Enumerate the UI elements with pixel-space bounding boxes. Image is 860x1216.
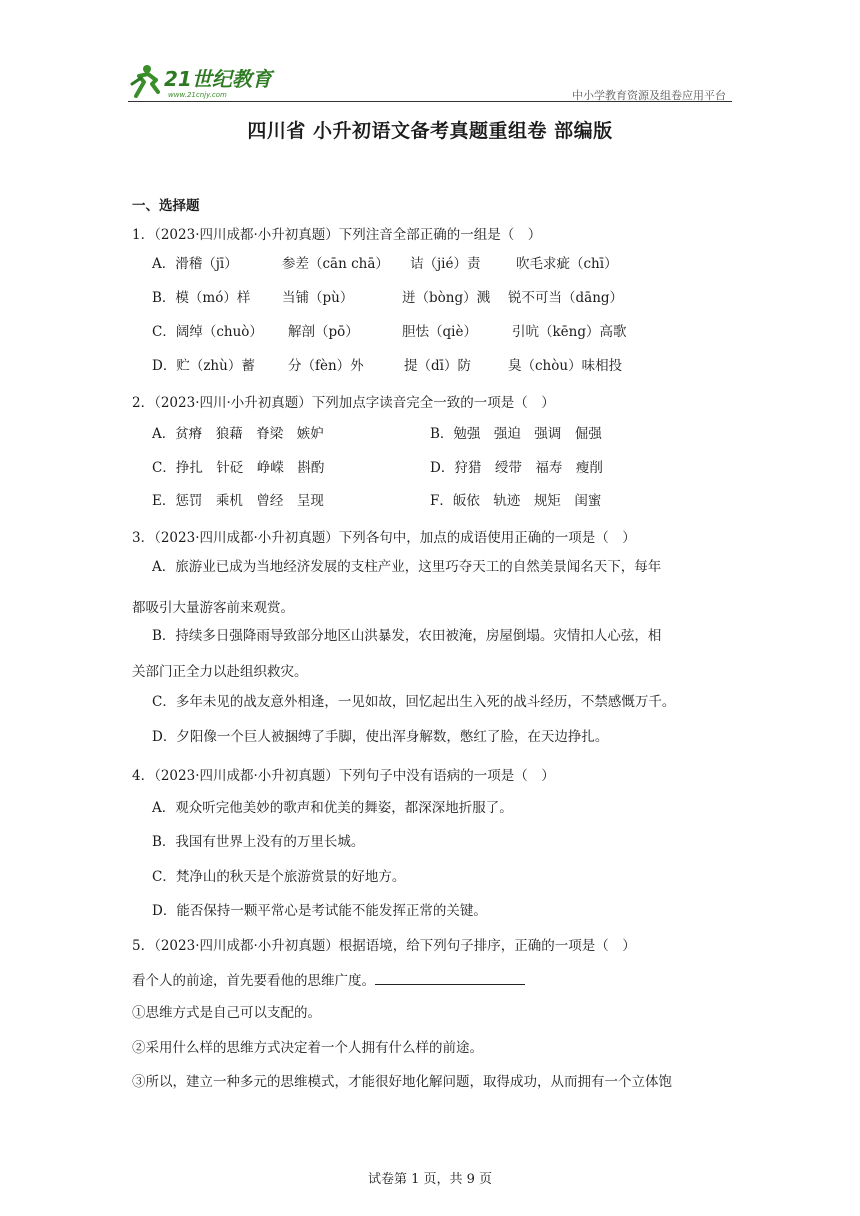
q1-option-b-1: B．模（mó）样 bbox=[152, 290, 251, 306]
q1-option-b-2: 当铺（pù） bbox=[282, 290, 354, 306]
q2-option-b: B．勉强 强迫 强调 倔强 bbox=[430, 426, 602, 442]
q1-option-b-3: 迸（bòng）溅 bbox=[402, 290, 491, 306]
q3-option-d: D．夕阳像一个巨人被捆缚了手脚，使出浑身解数，憋红了脸，在天边挣扎。 bbox=[152, 729, 609, 745]
q2-option-e: E．惩罚 乘机 曾经 呈现 bbox=[152, 493, 324, 509]
q2-option-f: F．皈依 轨迹 规矩 闺蜜 bbox=[430, 493, 602, 509]
q4-option-a: A．观众听完他美妙的歌声和优美的舞姿，都深深地折服了。 bbox=[152, 800, 513, 816]
q1-option-a-1: A．滑稽（jī） bbox=[152, 256, 238, 272]
q5-lead-sentence bbox=[132, 970, 525, 990]
page-footer: 试卷第 1 页，共 9 页 bbox=[367, 1172, 493, 1187]
site-logo bbox=[128, 62, 278, 100]
section-heading: 一、选择题 bbox=[132, 198, 200, 214]
q1-option-c-3: 胆怯（qiè） bbox=[402, 324, 477, 340]
logo-text: 21世纪教育 bbox=[164, 67, 272, 91]
q3-option-a-line2: 都吸引大量游客前来观赏。 bbox=[132, 600, 294, 616]
page-title: 四川省 小升初语文备考真题重组卷 部编版 bbox=[247, 120, 613, 142]
q1-option-c-2: 解剖（pō） bbox=[288, 324, 359, 340]
q1-option-d-3: 提（dī）防 bbox=[404, 358, 471, 374]
q1-option-a-4: 吹毛求疵（chī） bbox=[516, 256, 618, 272]
page-header bbox=[128, 62, 732, 102]
q1-option-b-4: 锐不可当（dāng） bbox=[508, 290, 624, 306]
question-2-stem: 2．（2023·四川·小升初真题）下列加点字读音完全一致的一项是（ ） bbox=[132, 395, 555, 411]
question-4-stem: 4．（2023·四川成都·小升初真题）下列句子中没有语病的一项是（ ） bbox=[132, 768, 555, 784]
q4-option-d: D．能否保持一颗平常心是考试能不能发挥正常的关键。 bbox=[152, 903, 487, 919]
q1-option-d-1: D．贮（zhù）蓄 bbox=[152, 358, 255, 374]
q1-option-a-2: 参差（cān chā） bbox=[282, 256, 389, 272]
q5-sentence-3: ③所以，建立一种多元的思维模式，才能很好地化解问题，取得成功，从而拥有一个立体饱 bbox=[132, 1074, 672, 1090]
question-5-stem: 5．（2023·四川成都·小升初真题）根据语境，给下列句子排序，正确的一项是（ ） bbox=[132, 938, 636, 954]
question-3-stem: 3．（2023·四川成都·小升初真题）下列各句中，加点的成语使用正确的一项是（ ） bbox=[132, 530, 636, 546]
q2-option-d: D．狩猎 绶带 福寿 瘦削 bbox=[430, 460, 603, 476]
logo-url: www.21cnjy.com bbox=[168, 91, 227, 99]
platform-tagline: 中小学教育资源及组卷应用平台 bbox=[572, 89, 726, 102]
q1-option-c-4: 引吭（kēng）高歌 bbox=[512, 324, 627, 340]
q4-option-c: C．梵净山的秋天是个旅游赏景的好地方。 bbox=[152, 869, 406, 885]
q1-option-a-3: 诘（jié）责 bbox=[410, 256, 481, 272]
question-1-stem: 1．（2023·四川成都·小升初真题）下列注音全部正确的一组是（ ） bbox=[132, 227, 542, 243]
q3-option-a-line1: A．旅游业已成为当地经济发展的支柱产业，这里巧夺天工的自然美景闻名天下，每年 bbox=[152, 559, 662, 575]
q5-sentence-1: ①思维方式是自己可以支配的。 bbox=[132, 1005, 321, 1021]
q3-option-b-line2: 关部门正全力以赴组织救灾。 bbox=[132, 664, 308, 680]
q1-option-d-2: 分（fèn）外 bbox=[288, 358, 364, 374]
q3-option-c: C．多年未见的战友意外相逢，一见如故，回忆起出生入死的战斗经历，不禁感慨万千。 bbox=[152, 694, 676, 710]
q5-lead-text: 看个人的前途，首先要看他的思维广度。 bbox=[132, 973, 375, 989]
q1-option-d-4: 臭（chòu）味相投 bbox=[508, 358, 623, 374]
q5-sentence-2: ②采用什么样的思维方式决定着一个人拥有什么样的前途。 bbox=[132, 1040, 483, 1056]
header-divider bbox=[128, 101, 732, 102]
q4-option-b: B．我国有世界上没有的万里长城。 bbox=[152, 834, 365, 850]
answer-blank bbox=[375, 970, 525, 985]
q3-option-b-line1: B．持续多日强降雨导致部分地区山洪暴发，农田被淹，房屋倒塌。灾情扣人心弦，相 bbox=[152, 628, 662, 644]
q2-option-a: A．贫瘠 狼藉 脊梁 嫉妒 bbox=[152, 426, 324, 442]
q1-option-c-1: C．阔绰（chuò） bbox=[152, 324, 263, 340]
q2-option-c: C．挣扎 针砭 峥嵘 斟酌 bbox=[152, 460, 325, 476]
